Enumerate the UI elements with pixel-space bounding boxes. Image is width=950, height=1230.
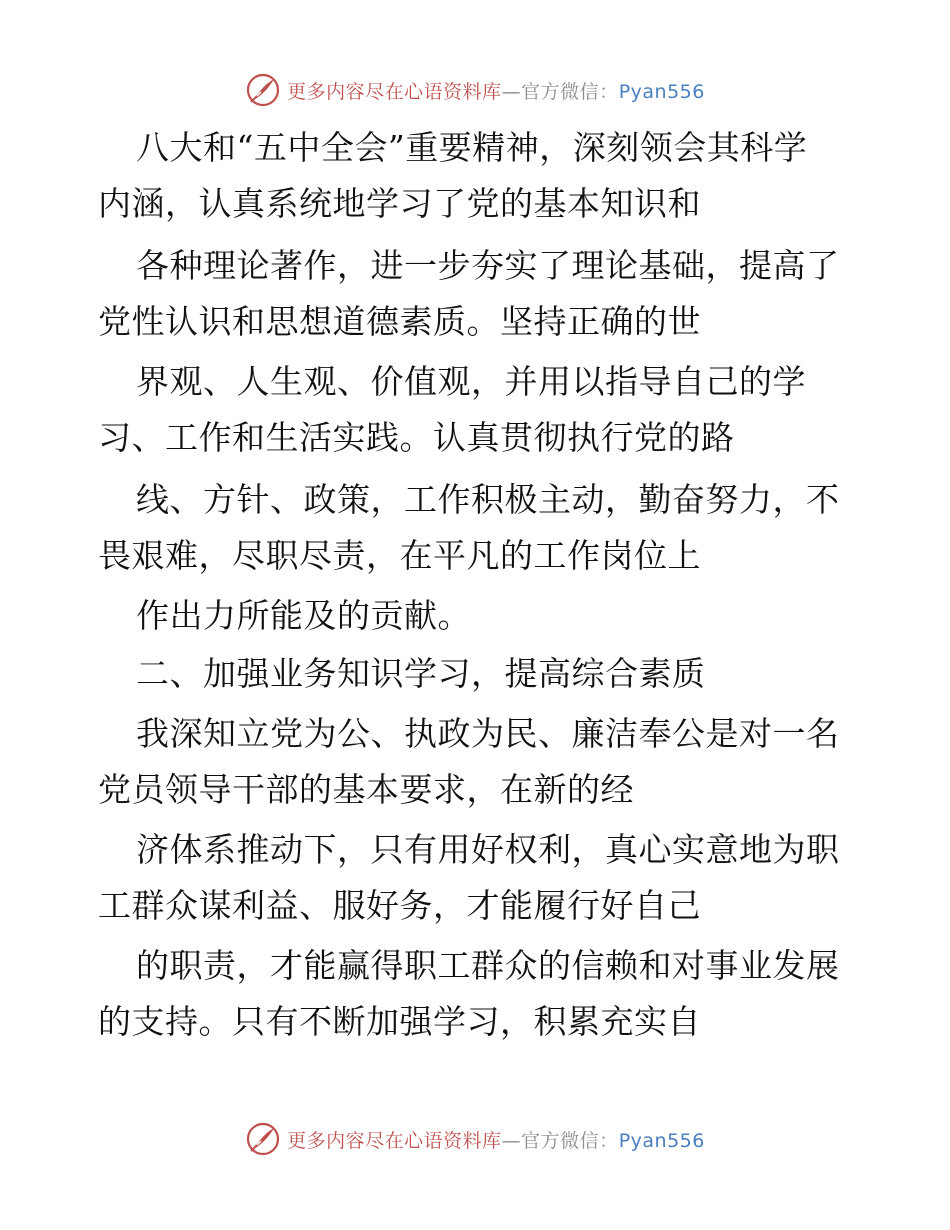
text-line: 内涵，认真系统地学习了党的基本知识和 [98, 184, 701, 223]
feather-pen-logo-icon [245, 1121, 281, 1157]
watermark-wechat-label: —官方微信： [501, 80, 619, 103]
feather-pen-logo-icon [245, 72, 281, 108]
text-line: 党员领导干部的基本要求，在新的经 [98, 770, 634, 809]
watermark-wechat-label: —官方微信： [501, 1129, 619, 1152]
header-watermark [0, 70, 950, 110]
text-line: 的支持。只有不断加强学习，积累充实自 [98, 1002, 701, 1041]
text-line: 党性认识和思想道德素质。坚持正确的世 [98, 302, 701, 341]
text-line: 习、工作和生活实践。认真贯彻执行党的路 [98, 418, 735, 457]
text-line: 界观、人生观、价值观，并用以指导自己的学 [136, 362, 806, 401]
watermark-wechat-id: Pyan556 [618, 1129, 705, 1152]
text-line: 八大和“五中全会”重要精神，深刻领会其科学 [136, 128, 808, 167]
watermark-content [245, 72, 705, 108]
text-line: 的职责，才能赢得职工群众的信赖和对事业发展 [136, 946, 840, 985]
watermark-site-name: 更多内容尽在心语资料库 [287, 1129, 502, 1152]
watermark-wechat-id: Pyan556 [618, 80, 705, 103]
watermark-content [245, 1121, 705, 1157]
text-line: 各种理论著作，进一步夯实了理论基础，提高了 [136, 246, 840, 285]
text-line: 济体系推动下，只有用好权利，真心实意地为职 [136, 830, 840, 869]
watermark-text [287, 1126, 705, 1153]
text-line: 我深知立党为公、执政为民、廉洁奉公是对一名 [136, 714, 840, 753]
section-heading: 二、加强业务知识学习，提高综合素质 [136, 654, 706, 693]
footer-watermark [0, 1119, 950, 1159]
text-line: 作出力所能及的贡献。 [136, 596, 471, 635]
text-line: 线、方针、政策，工作积极主动，勤奋努力，不 [136, 480, 840, 519]
text-line: 工群众谋利益、服好务，才能履行好自己 [98, 886, 701, 925]
watermark-site-name: 更多内容尽在心语资料库 [287, 80, 502, 103]
watermark-text [287, 77, 705, 104]
text-line: 畏艰难，尽职尽责，在平凡的工作岗位上 [98, 536, 701, 575]
